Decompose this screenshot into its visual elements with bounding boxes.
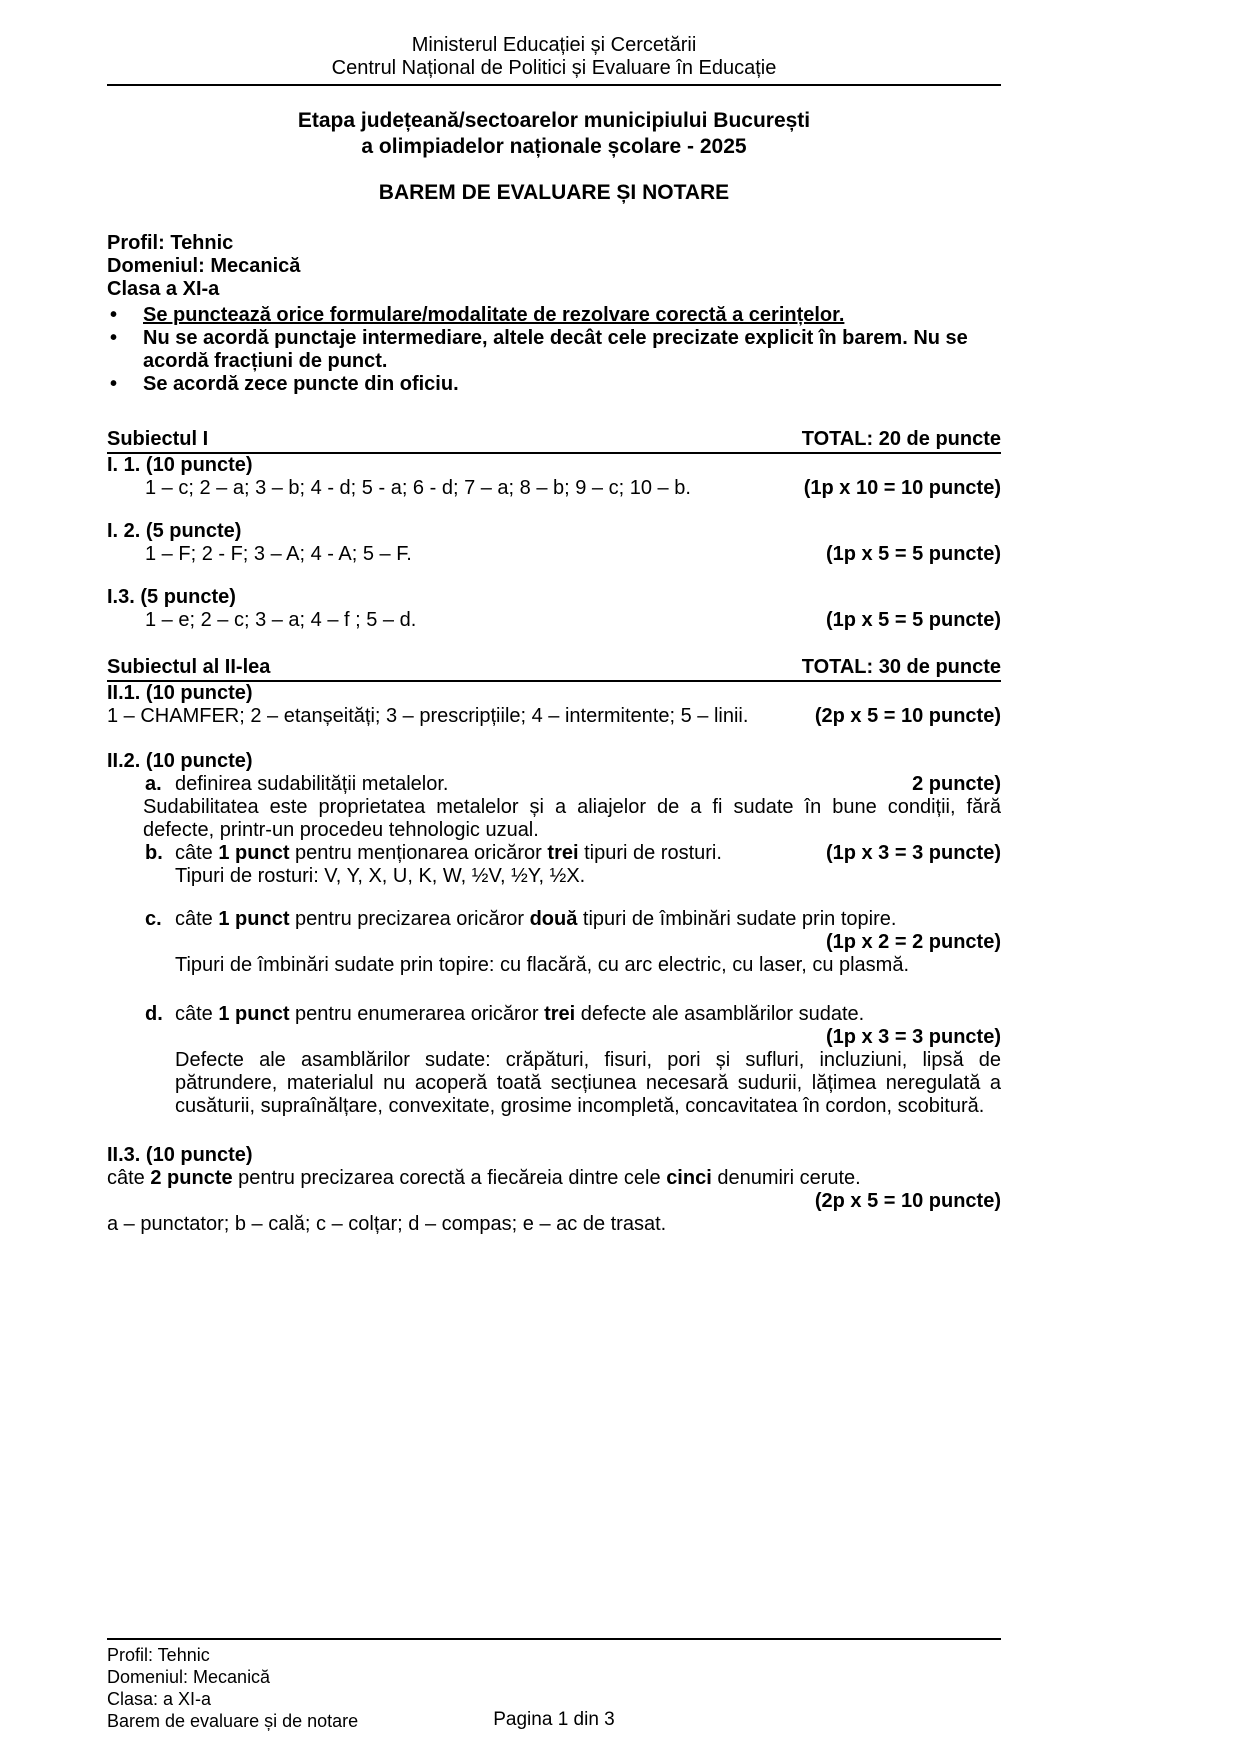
item-c-seg5: tipuri de îmbinări sudate prin topire.: [577, 908, 897, 930]
footer-profil: Profil: Tehnic: [107, 1645, 210, 1665]
question-ii3-points: (2p x 5 = 10 puncte): [814, 1190, 1001, 1212]
item-d-label: d.: [145, 1003, 163, 1025]
ii3-seg3: pentru precizarea corectă a fiecăreia dintre cele: [232, 1167, 667, 1189]
section-subiectul-1-heading: [107, 428, 1001, 454]
question-ii3-title: II.3. (10 puncte): [107, 1144, 253, 1166]
item-d-seg5: defecte ale asamblărilor sudate.: [575, 1003, 865, 1025]
ii3-seg4: cinci: [666, 1167, 712, 1189]
item-c-text-wrap: [107, 908, 1001, 931]
section-1-title: Subiectul I: [107, 428, 209, 450]
page-number: Pagina 1 din 3: [493, 1709, 615, 1730]
question-i3-answer-row: [107, 609, 1001, 632]
item-c-points: (1p x 2 = 2 puncte): [825, 931, 1001, 953]
question-i3-title: I.3. (5 puncte): [107, 586, 236, 608]
item-b-text-wrap: [107, 842, 814, 865]
question-ii1-title: II.1. (10 puncte): [107, 682, 253, 704]
profile-clasa: Clasa a XI-a: [107, 278, 220, 300]
item-c-label: c.: [145, 908, 162, 930]
rule-text-2: Nu se acordă punctaje intermediare, altele decât cele precizate explicit în barem. Nu se acordă fracțiuni de punct.: [143, 327, 968, 372]
question-ii2: [107, 750, 1001, 1118]
section-1-total: TOTAL: 20 de puncte: [801, 428, 1001, 450]
question-ii3: [107, 1144, 1001, 1236]
footer-domeniul: Domeniul: Mecanică: [107, 1667, 271, 1687]
item-a-text-wrap: [107, 773, 900, 796]
item-d-answer: Defecte ale asamblărilor sudate: crăpături, fisuri, pori și sufluri, incluziuni, lipsă de pătrundere, materialul nu acoperă toată secțiunea necesară sudurii, lățimea neregulată a cusăturii, supraînălțare, convexitate, grosime incompletă, concavitatea în cordon, scobitură.: [175, 1049, 1001, 1117]
document-header: [107, 34, 1001, 86]
item-b-row: [107, 842, 1001, 865]
section-2-title: Subiectul al II-lea: [107, 656, 271, 678]
item-c-seg3: pentru precizarea oricăror: [289, 908, 530, 930]
item-c-seg2: 1 punct: [218, 908, 290, 930]
item-d-seg1: câte: [175, 1003, 219, 1025]
rule-item-3: [107, 373, 1001, 396]
rules-list: [107, 304, 1001, 396]
ii3-seg5: denumiri cerute.: [711, 1167, 861, 1189]
question-ii1-points: (2p x 5 = 10 puncte): [814, 705, 1001, 727]
item-c-seg1: câte: [175, 908, 219, 930]
question-ii1-answer-row: [107, 705, 1001, 728]
item-c-seg4: două: [529, 908, 578, 930]
question-i2-answers: 1 – F; 2 - F; 3 – A; 4 - A; 5 – F.: [145, 543, 412, 565]
item-b-seg3: pentru menționarea oricăror: [289, 842, 548, 864]
ii3-seg1: câte: [107, 1167, 151, 1189]
question-i1-points: (1p x 10 = 10 puncte): [803, 477, 1001, 499]
barem-title: BAREM DE EVALUARE ȘI NOTARE: [378, 181, 730, 204]
question-ii3-answer: a – punctator; b – cală; c – colțar; d – compas; e – ac de trasat.: [107, 1213, 667, 1235]
rule-item-1: [107, 304, 1001, 327]
question-i3-answers: 1 – e; 2 – c; 3 – a; 4 – f ; 5 – d.: [145, 609, 417, 631]
item-a-points: 2 puncte): [912, 773, 1001, 795]
question-ii1-answers: 1 – CHAMFER; 2 – etanșeități; 3 – prescripțiile; 4 – intermitente; 5 – linii.: [107, 705, 749, 727]
question-ii2-title: II.2. (10 puncte): [107, 750, 253, 772]
question-i2-answer-row: [107, 543, 1001, 566]
item-b-seg1: câte: [175, 842, 219, 864]
item-a-label: a.: [145, 773, 162, 795]
title-stage-line2: a olimpiadelor naționale școlare - 2025: [361, 135, 747, 158]
section-subiectul-2-heading: [107, 656, 1001, 682]
header-center-line: Centrul Național de Politici și Evaluare în Educație: [331, 57, 777, 79]
rule-text-3: Se acordă zece puncte din oficiu.: [143, 373, 459, 395]
item-b-seg4: trei: [547, 842, 579, 864]
question-i3-points: (1p x 5 = 5 puncte): [825, 609, 1001, 631]
item-b-seg2: 1 punct: [218, 842, 290, 864]
item-d-seg4: trei: [544, 1003, 576, 1025]
title-stage-line1: Etapa județeană/sectoarelor municipiului București: [297, 109, 811, 132]
item-d-seg2: 1 punct: [218, 1003, 290, 1025]
profile-profil: Profil: Tehnic: [107, 232, 234, 254]
question-ii1: [107, 682, 1001, 728]
question-i1-answers: 1 – c; 2 – a; 3 – b; 4 - d; 5 - a; 6 - d; 7 – a; 8 – b; 9 – c; 10 – b.: [145, 477, 691, 499]
profile-block: [107, 232, 1001, 301]
item-b-seg5: tipuri de rosturi.: [578, 842, 722, 864]
question-i2-points: (1p x 5 = 5 puncte): [825, 543, 1001, 565]
question-i1: [107, 454, 1001, 500]
item-a-answer: Sudabilitatea este proprietatea metalelor și a aliajelor de a fi sudate în bune condiții, fără defecte, printr-un procedeu tehnologic uzual.: [143, 796, 1001, 841]
item-a-text: definirea sudabilității metalelor.: [175, 773, 449, 795]
item-d-seg3: pentru enumerarea oricăror: [289, 1003, 545, 1025]
rule-text-1: Se punctează orice formulare/modalitate de rezolvare corectă a cerințelor.: [143, 304, 845, 326]
question-ii3-text: [107, 1167, 1001, 1190]
item-d-row: [107, 1003, 1001, 1026]
item-c-row: [107, 908, 1001, 931]
item-d-points: (1p x 3 = 3 puncte): [825, 1026, 1001, 1048]
item-c-answer: Tipuri de îmbinări sudate prin topire: cu flacără, cu arc electric, cu laser, cu plasmă.: [175, 954, 910, 976]
question-i1-title: I. 1. (10 puncte): [107, 454, 253, 476]
question-i2: [107, 520, 1001, 566]
footer-barem: Barem de evaluare și de notare: [107, 1711, 359, 1731]
item-b-answer: Tipuri de rosturi: V, Y, X, U, K, W, ½V, ½Y, ½X.: [175, 865, 586, 887]
item-d-text-wrap: [107, 1003, 1001, 1026]
footer-clasa: Clasa: a XI-a: [107, 1689, 212, 1709]
ii3-seg2: 2 puncte: [150, 1167, 233, 1189]
section-2-total: TOTAL: 30 de puncte: [801, 656, 1001, 678]
question-i3: [107, 586, 1001, 632]
profile-domeniul: Domeniul: Mecanică: [107, 255, 301, 277]
question-i1-answer-row: [107, 477, 1001, 500]
header-ministry-line: Ministerul Educației și Cercetării: [411, 34, 697, 56]
item-a-row: [107, 773, 1001, 796]
item-b-points: (1p x 3 = 3 puncte): [825, 842, 1001, 864]
rule-item-2: [107, 327, 1001, 373]
item-b-label: b.: [145, 842, 163, 864]
title-block: [107, 108, 1001, 206]
question-i2-title: I. 2. (5 puncte): [107, 520, 242, 542]
